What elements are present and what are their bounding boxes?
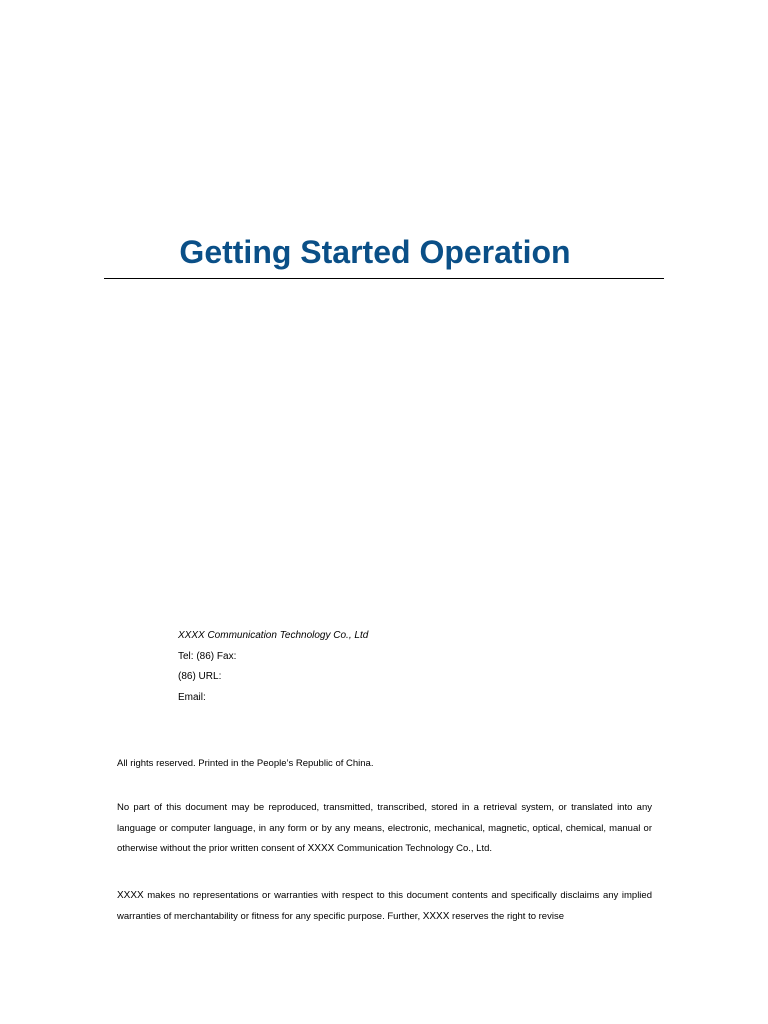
rights-statement: All rights reserved. Printed in the People’s Republic of China. [117, 758, 374, 769]
url-line: (86) URL: [178, 671, 222, 682]
warranty-disclaimer [117, 886, 652, 927]
tel-fax-line: Tel: (86) Fax: [178, 650, 237, 662]
contact-block [178, 626, 368, 708]
company-name: XXXX Communication Technology Co., Ltd [178, 630, 369, 641]
company-placeholder: XXXX [422, 910, 450, 922]
title-underline [104, 278, 664, 279]
company-placeholder: XXXX [117, 890, 144, 901]
reproduction-notice [117, 798, 652, 860]
company-placeholder: XXXX [307, 843, 335, 854]
reproduction-notice-text: No part of this document may be reproduced, transmitted, transcribed, stored in a retrieval system, or translated into any language or computer language, in any form or by any means, electronic, mechanical, magnetic, optical, chemical, manual or otherwise without the prior written consent of [117, 802, 652, 854]
document-title: Getting Started Operation [179, 234, 571, 270]
reproduction-notice-end: Communication Technology Co., Ltd. [334, 843, 493, 854]
warranty-disclaimer-text: makes no representations or warranties with respect to this document contents and specifically disclaims any implied warranties of merchantability or fitness for any specific purpose. Further, [117, 890, 652, 922]
warranty-disclaimer-end: reserves the right to revise [449, 910, 564, 922]
email-line: Email: [178, 691, 206, 703]
